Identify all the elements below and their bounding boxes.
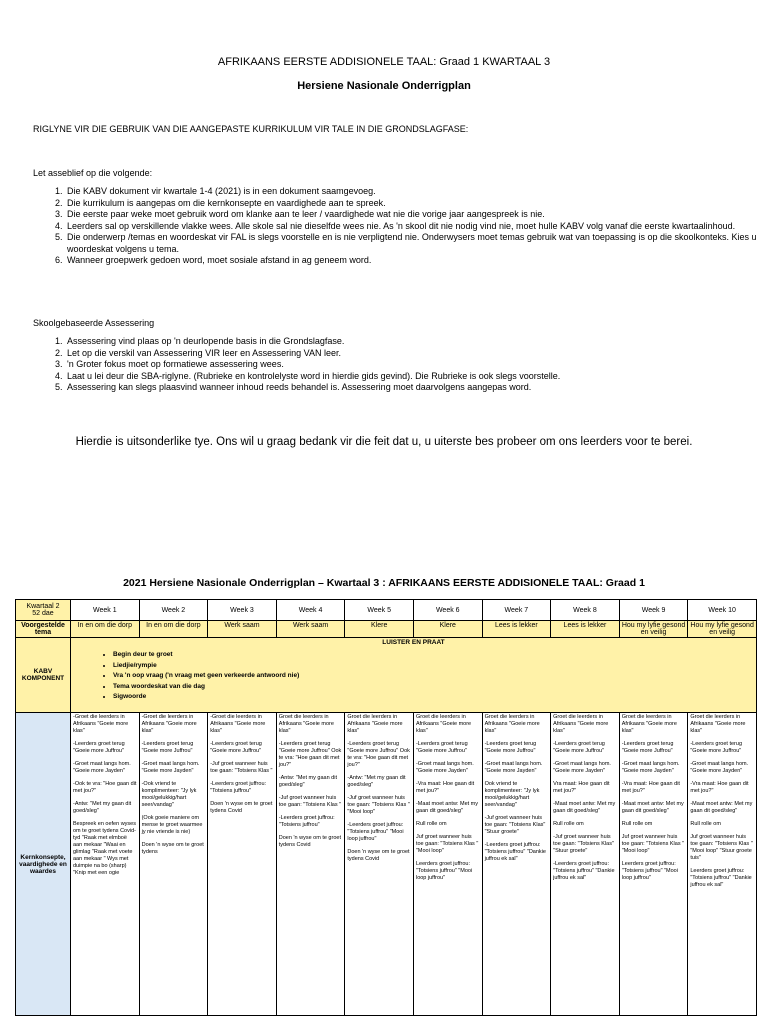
list-item: 5. Die onderwerp /temas en woordeskat vir FAL is slegs voorstelle en is nie verpligtend nie. Onderwysers moet temas gebruik wat van toepassing is op die skoolkonteks. Kies u woordeskat volgens u tema. <box>65 232 765 255</box>
assessment-list <box>33 336 765 394</box>
content-paragraph: Doen 'n wyse om te groet tydens Covid <box>210 801 273 814</box>
week-content-cell <box>482 713 551 1016</box>
term-label: Kwartaal 2 <box>26 603 60 610</box>
content-paragraph: -Leerders groet terug "Goeie more Juffrou" <box>621 741 674 754</box>
content-paragraph: Rull rolle om <box>690 821 721 827</box>
theme-cell: Werk saam <box>208 621 277 638</box>
note-heading: Let asseblief op die volgende: <box>33 168 153 178</box>
content-paragraph: -Vra maat: Hoe gaan dit met jou?" <box>621 781 680 794</box>
week-content-cell <box>551 713 620 1016</box>
week-header: Week 5 <box>345 600 414 621</box>
content-paragraph: -Leerders groet juffrou: "Totsiens juffrou" "Dankie juffrou ek sal" <box>553 861 615 881</box>
content-paragraph: Doen 'n wyse om te groet tydens Covid <box>278 835 341 848</box>
kabv-cell <box>71 638 757 713</box>
content-paragraph: Groet die leerders in Afrikaans "Goeie more klas" <box>690 714 746 734</box>
content-paragraph: Juf groet wanneer huis toe gaan: "Totsiens Klas " "Mooi loop" <box>621 834 685 854</box>
content-paragraph: -Leerders groet juffrou: "Totsiens juffrou" "Mooi loop juffrou" <box>347 822 404 842</box>
week-header-row <box>16 600 757 621</box>
content-paragraph: -Leerders groet terug "Goeie more Juffrou" <box>690 741 743 754</box>
week-header: Week 6 <box>413 600 482 621</box>
content-paragraph: Juf groet wanneer huis toe gaan: "Totsiens Klas " "Mooi loop" "Stuur groete tuis" <box>690 834 753 861</box>
list-item: 1. Assessering vind plaas op 'n deurlopende basis in die Grondslagfase. <box>65 336 765 348</box>
core-concepts-row <box>16 713 757 1016</box>
content-paragraph: -Groet maat langs hom. "Goeie more Jayden" <box>484 761 543 774</box>
week-content-cell <box>276 713 345 1016</box>
kabv-row <box>16 638 757 713</box>
content-paragraph: Doen 'n wyse om te groet tydens Covid <box>347 849 410 862</box>
content-paragraph: -Leerders groet terug "Goeie more Juffrou" Ook te vra: "Hoe gaan dit met jou?" <box>278 741 342 768</box>
guidelines-list <box>33 186 765 267</box>
list-item: 4. Leerders sal op verskillende vlakke wees. Alle skole sal nie dieselfde wees nie. As 'n skool dit nie nodig vind nie, moet hulle KABV volg vanaf die eerste kwartaalinhoud. <box>65 221 765 233</box>
list-item: • Liedjie/rympie <box>113 661 754 672</box>
list-item: 1. Die KABV dokument vir kwartale 1-4 (2021) is in een dokument saamgevoeg. <box>65 186 765 198</box>
list-item: 5. Assessering kan slegs plaasvind wanneer inhoud reeds behandel is. Assessering moet daarvolgens aangepas word. <box>65 382 765 394</box>
teaching-plan-table <box>15 599 757 1016</box>
content-paragraph: -Leerders groet juffrou: "Totsiens juffrou" "Dankie juffrou ek sal" <box>484 842 546 862</box>
theme-cell: Klere <box>413 621 482 638</box>
content-paragraph: -Juf groet wanneer huis toe gaan: "Totsiens Klas " "Mooi loop" <box>347 795 410 815</box>
content-paragraph: -Leerders groet terug "Goeie more Juffrou" <box>484 741 537 754</box>
week-header: Week 1 <box>71 600 140 621</box>
content-paragraph: -Leerders groet terug "Goeie more Juffrou" <box>553 741 605 754</box>
list-item: 6. Wanneer groepwerk gedoen word, moet sosiale afstand in ag geneem word. <box>65 255 765 267</box>
week-header: Week 2 <box>139 600 208 621</box>
content-paragraph: -Groet maat langs hom. "Goeie more Jayden" <box>415 761 474 774</box>
content-paragraph: Leerders groet juffrou: "Totsiens juffrou" "Mooi loop juffrou" <box>621 861 678 881</box>
content-paragraph: -Antw: "Met my gaan dit goed/sleg" <box>278 775 337 788</box>
content-paragraph: -Leerders groet terug "Goeie more Juffrou" <box>141 741 194 754</box>
content-paragraph: -Groet die leerders in Afrikaans "Goeie more klas" <box>141 714 197 734</box>
theme-cell: Hou my lyfie gesond en veilig <box>619 621 688 638</box>
theme-label: Voorgestelde tema <box>16 621 71 638</box>
term-days: 52 dae <box>32 610 54 617</box>
content-paragraph: -Groet die leerders in Afrikaans "Goeie more klas" <box>73 714 129 734</box>
list-item: 3. Die eerste paar weke moet gebruik word om klanke aan te leer / vaardighede wat nie die vorige jaar aangespreek is nie. <box>65 209 765 221</box>
content-paragraph: -Maat moet antw: Met my gaan dit goed/sleg" <box>690 801 753 814</box>
kabv-label: KABV KOMPONENT <box>16 638 71 713</box>
content-paragraph: -Maat moet antw: Met my gaan dit goed/sleg" <box>621 801 684 814</box>
document-title: AFRIKAANS EERSTE ADDISIONELE TAAL: Graad 1 KWARTAAL 3 <box>217 56 551 68</box>
table-title: 2021 Hersiene Nasionale Onderrigplan – Kwartaal 3 : AFRIKAANS EERSTE ADDISIONELE TAAL: Graad 1 <box>123 577 645 589</box>
content-paragraph: -Leerders groet terug "Goeie more Juffrou" <box>210 741 262 754</box>
list-item: • Sigwoorde <box>113 692 754 703</box>
list-item: • Begin deur te groet <box>113 650 754 661</box>
assessment-heading: Skoolgebaseerde Assessering <box>33 318 155 328</box>
theme-cell: In en om die dorp <box>71 621 140 638</box>
guidelines-heading: RIGLYNE VIR DIE GEBRUIK VAN DIE AANGEPASTE KURRIKULUM VIR TALE IN DIE GRONDSLAGFASE: <box>33 124 469 134</box>
content-paragraph: -Groet maat langs hom. "Goeie more Jayden" <box>621 761 680 774</box>
content-paragraph: -Leerders groet juffrou: "Totsiens juffrou" <box>278 815 335 828</box>
week-header: Week 8 <box>551 600 620 621</box>
content-paragraph: -Antw: "Met my gaan dit goed/sleg" <box>347 775 406 788</box>
week-header: Week 3 <box>208 600 277 621</box>
theme-row <box>16 621 757 638</box>
week-content-cell <box>688 713 757 1016</box>
content-paragraph: Groet die leerders in Afrikaans "Goeie more klas" <box>621 714 677 734</box>
content-paragraph: -Vra maat: Hoe gaan dit met jou?" <box>415 781 475 794</box>
content-paragraph: -Vra maat: Hoe gaan dit met jou?" <box>690 781 749 794</box>
content-paragraph: Groet die leerders in Afrikaans "Goeie more klas" <box>278 714 334 734</box>
theme-cell: Klere <box>345 621 414 638</box>
content-paragraph: -Juf groet wanneer huis toe gaan: "Totsiens Klas " <box>278 795 342 808</box>
content-paragraph: Rull rolle om <box>621 821 653 827</box>
document-subtitle: Hersiene Nasionale Onderrigplan <box>297 80 471 92</box>
theme-cell: Lees is lekker <box>482 621 551 638</box>
content-paragraph: -Groet maat langs hom. "Goeie more Jayden" <box>141 761 200 774</box>
content-paragraph: -Ook vriend te komplimenteer: "Jy lyk mooi/gelukkig/hart seer/vandag" <box>141 781 197 808</box>
content-paragraph: -Leerders groet terug "Goeie more Juffrou" <box>73 741 125 754</box>
week-content-cell <box>619 713 688 1016</box>
content-paragraph: Groet die leerders in Afrikaans "Goeie more klas" <box>347 714 403 734</box>
list-item: 2. Let op die verskil van Assessering VIR leer en Assessering VAN leer. <box>65 348 765 360</box>
week-header: Week 7 <box>482 600 551 621</box>
week-header: Week 10 <box>688 600 757 621</box>
list-item: • Vra 'n oop vraag ('n vraag met geen verkeerde antwoord nie) <box>113 671 754 682</box>
content-paragraph: -Leerders groet terug "Goeie more Juffrou" Ook te vra: "Hoe gaan dit met jou?" <box>347 741 410 768</box>
week-content-cell <box>413 713 482 1016</box>
kabv-list <box>73 650 754 703</box>
kabv-heading: LUISTER EN PRAAT <box>382 639 445 646</box>
content-paragraph: -Juf groet wanneer huis toe gaan: "Totsiens Klas" "Stuur groete" <box>553 834 614 854</box>
week-content-cell <box>71 713 140 1016</box>
content-paragraph: -Juf groet wanneer huis toe gaan: "Totsiens Klas" "Stuur groete" <box>484 815 546 835</box>
core-concepts-label: Kernkonsepte, vaardighede en waardes <box>16 713 71 1016</box>
content-paragraph: Bespreek en oefen wyses om te groet tydens Covid-tyd "Raak met elmboë aan mekaar "Waai en glimlag "Raak met voete aan mekaar " Wys met duimpie na bo (sharp) "Knip met een ogie <box>73 821 136 876</box>
content-paragraph: Leerders groet juffrou: "Totsiens juffrou" "Dankie juffrou ek sal" <box>690 868 752 888</box>
content-paragraph: -Ook te vra: "Hoe gaan dit met jou?" <box>73 781 137 794</box>
theme-cell: In en om die dorp <box>139 621 208 638</box>
week-header: Week 9 <box>619 600 688 621</box>
list-item: 4. Laat u lei deur die SBA-riglyne. (Rubrieke en kontrolelyste word in hierdie gids gevind). Die Rubrieke is ook slegs voorstelle. <box>65 371 765 383</box>
theme-cell: Hou my lyfie gesond en veilig <box>688 621 757 638</box>
content-paragraph: -Antw: "Met my gaan dit goed/sleg" <box>73 801 132 814</box>
list-item: 3. 'n Groter fokus moet op formatiewe assessering wees. <box>65 359 765 371</box>
theme-cell: Lees is lekker <box>551 621 620 638</box>
content-paragraph: -Groet die leerders in Afrikaans "Goeie more klas" <box>210 714 266 734</box>
theme-cell: Werk saam <box>276 621 345 638</box>
week-content-cell <box>139 713 208 1016</box>
list-item: • Tema woordeskat van die dag <box>113 682 754 693</box>
content-paragraph: (Ook goeie maniere om mense te groet waarmee jy nie vriende is nie) <box>141 815 203 835</box>
content-paragraph: -Maat moet antw: Met my gaan dit goed/sleg" <box>415 801 479 814</box>
week-header: Week 4 <box>276 600 345 621</box>
content-paragraph: Doen 'n wyse om te groet tydens <box>141 842 204 855</box>
content-paragraph: Leerders groet juffrou: "Totsiens juffrou" "Mooi loop juffrou" <box>415 861 473 881</box>
content-paragraph: Rull rolle om <box>553 821 584 827</box>
week-content-cell <box>345 713 414 1016</box>
content-paragraph: Vra maat: Hoe gaan dit met jou?" <box>553 781 610 794</box>
week-content-cell <box>208 713 277 1016</box>
content-paragraph: Groet die leerders in Afrikaans "Goeie more klas" <box>553 714 609 734</box>
content-paragraph: Groet die leerders in Afrikaans "Goeie more klas" <box>415 714 472 734</box>
content-paragraph: -Groet maat langs hom. "Goeie more Jayden" <box>690 761 749 774</box>
content-paragraph: -Maat moet antw: Met my gaan dit goed/sleg" <box>553 801 616 814</box>
thanks-note: Hierdie is uitsonderlike tye. Ons wil u graag bedank vir die feit dat u, u uiterste bes probeer om ons leerders voor te berei. <box>75 436 693 448</box>
content-paragraph: -Groet maat langs hom. "Goeie more Jayden" <box>553 761 611 774</box>
content-paragraph: Ook vriend te komplimenteer: "Jy lyk mooi/gelukkig/hart seer/vandag" <box>484 781 540 808</box>
content-paragraph: -Groet maat langs hom. "Goeie more Jayden" <box>73 761 131 774</box>
content-paragraph: Groet die leerders in Afrikaans "Goeie more klas" <box>484 714 540 734</box>
term-corner-cell <box>16 600 71 621</box>
content-paragraph: -Leerders groet juffrou: "Totsiens juffrou" <box>210 781 267 794</box>
content-paragraph: Rull rolle om <box>415 821 447 827</box>
content-paragraph: -Juf groet wanneer huis toe gaan: "Totsiens Klas " <box>210 761 273 774</box>
content-paragraph: Juf groet wanneer huis toe gaan: "Totsiens Klas " "Mooi loop" <box>415 834 479 854</box>
content-paragraph: -Leerders groet terug "Goeie more Juffrou" <box>415 741 468 754</box>
list-item: 2. Die kurrikulum is aangepas om die kernkonsepte en vaardighede aan te spreek. <box>65 198 765 210</box>
